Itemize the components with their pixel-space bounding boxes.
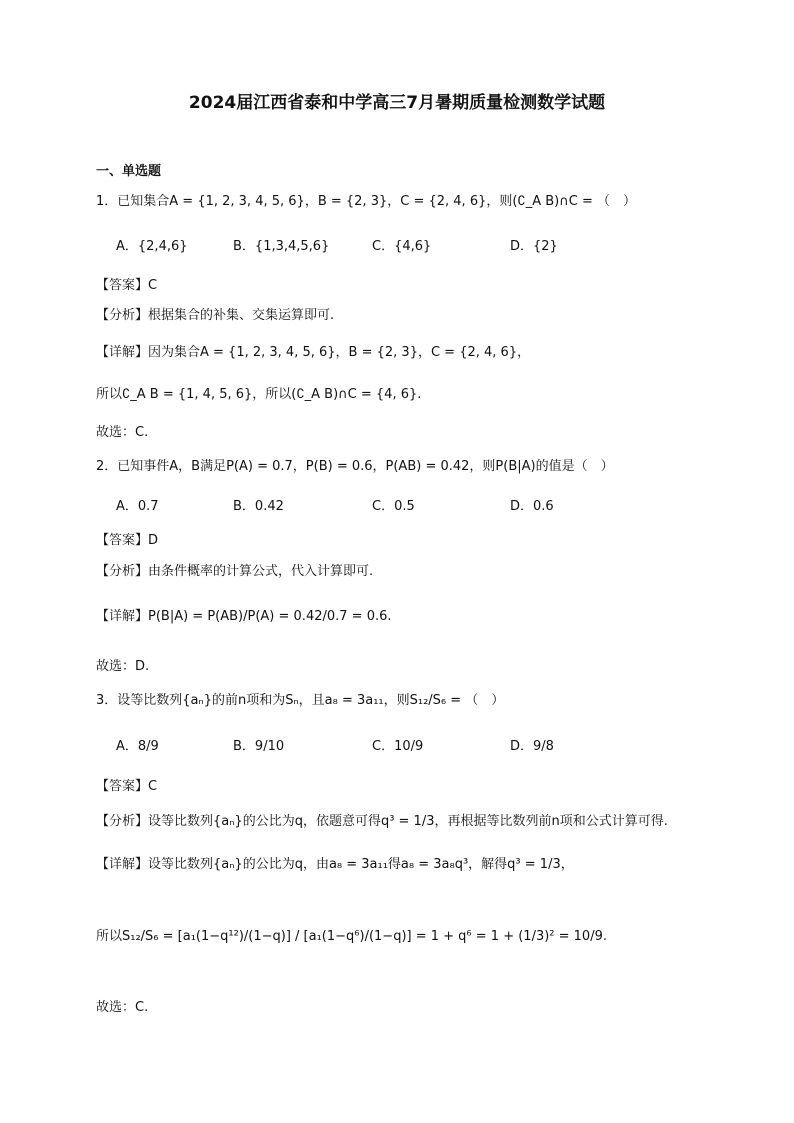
q3-analysis: 【分析】设等比数列{aₙ}的公比为q，依题意可得q³ = 1/3，再根据等比数列前n项和公式计算可得. [96, 814, 668, 829]
q2-option-d[interactable]: D．0.6 [510, 499, 554, 514]
q1-option-c[interactable]: C．{4,6} [372, 239, 432, 254]
q3-option-c[interactable]: C．10/9 [372, 739, 424, 754]
q1-option-d[interactable]: D．{2} [510, 239, 558, 254]
q1-option-a[interactable]: A．{2,4,6} [116, 239, 188, 254]
q2-stem: 2．已知事件A，B满足P(A) = 0.7，P(B) = 0.6，P(AB) = 0.42，则P(B|A)的值是（ ） [96, 459, 614, 474]
q1-option-b[interactable]: B．{1,3,4,5,6} [233, 239, 330, 254]
q3-option-a[interactable]: A．8/9 [116, 739, 159, 754]
q2-detail: 【详解】P(B|A) = P(AB)/P(A) = 0.42/0.7 = 0.6. [96, 609, 392, 624]
q1-stem: 1．已知集合A = {1, 2, 3, 4, 5, 6}，B = {2, 3}，C = {2, 4, 6}，则(∁_A B)∩C = （ ） [96, 194, 636, 209]
q3-detail-2: 所以S₁₂/S₆ = [a₁(1−q¹²)/(1−q)] / [a₁(1−q⁶)/(1−q)] = 1 + q⁶ = 1 + (1/3)² = 10/9. [96, 929, 607, 944]
q3-option-d[interactable]: D．9/8 [510, 739, 554, 754]
q2-option-a[interactable]: A．0.7 [116, 499, 159, 514]
q2-analysis: 【分析】由条件概率的计算公式，代入计算即可. [96, 564, 374, 579]
q1-detail: 【详解】因为集合A = {1, 2, 3, 4, 5, 6}，B = {2, 3}，C = {2, 4, 6}， [96, 345, 531, 360]
q3-detail: 【详解】设等比数列{aₙ}的公比为q，由a₈ = 3a₁₁得a₈ = 3a₈q³，解得q³ = 1/3， [96, 857, 574, 872]
q1-choice: 故选：C. [96, 425, 149, 440]
q1-analysis: 【分析】根据集合的补集、交集运算即可. [96, 308, 335, 323]
section-heading: 一、单选题 [96, 164, 162, 179]
q3-option-b[interactable]: B．9/10 [233, 739, 285, 754]
page-title: 2024届江西省泰和中学高三7月暑期质量检测数学试题 [188, 93, 606, 113]
q1-answer: 【答案】C [96, 278, 158, 293]
q2-choice: 故选：D. [96, 659, 150, 674]
q1-detail-2: 所以∁_A B = {1, 4, 5, 6}，所以(∁_A B)∩C = {4, 6}. [96, 387, 422, 402]
q3-answer: 【答案】C [96, 779, 158, 794]
q2-option-c[interactable]: C．0.5 [372, 499, 415, 514]
q3-stem: 3．设等比数列{aₙ}的前n项和为Sₙ，且a₈ = 3a₁₁，则S₁₂/S₆ = （ ） [96, 693, 505, 708]
q2-answer: 【答案】D [96, 533, 159, 548]
q3-choice: 故选：C. [96, 1000, 149, 1015]
q2-option-b[interactable]: B．0.42 [233, 499, 284, 514]
